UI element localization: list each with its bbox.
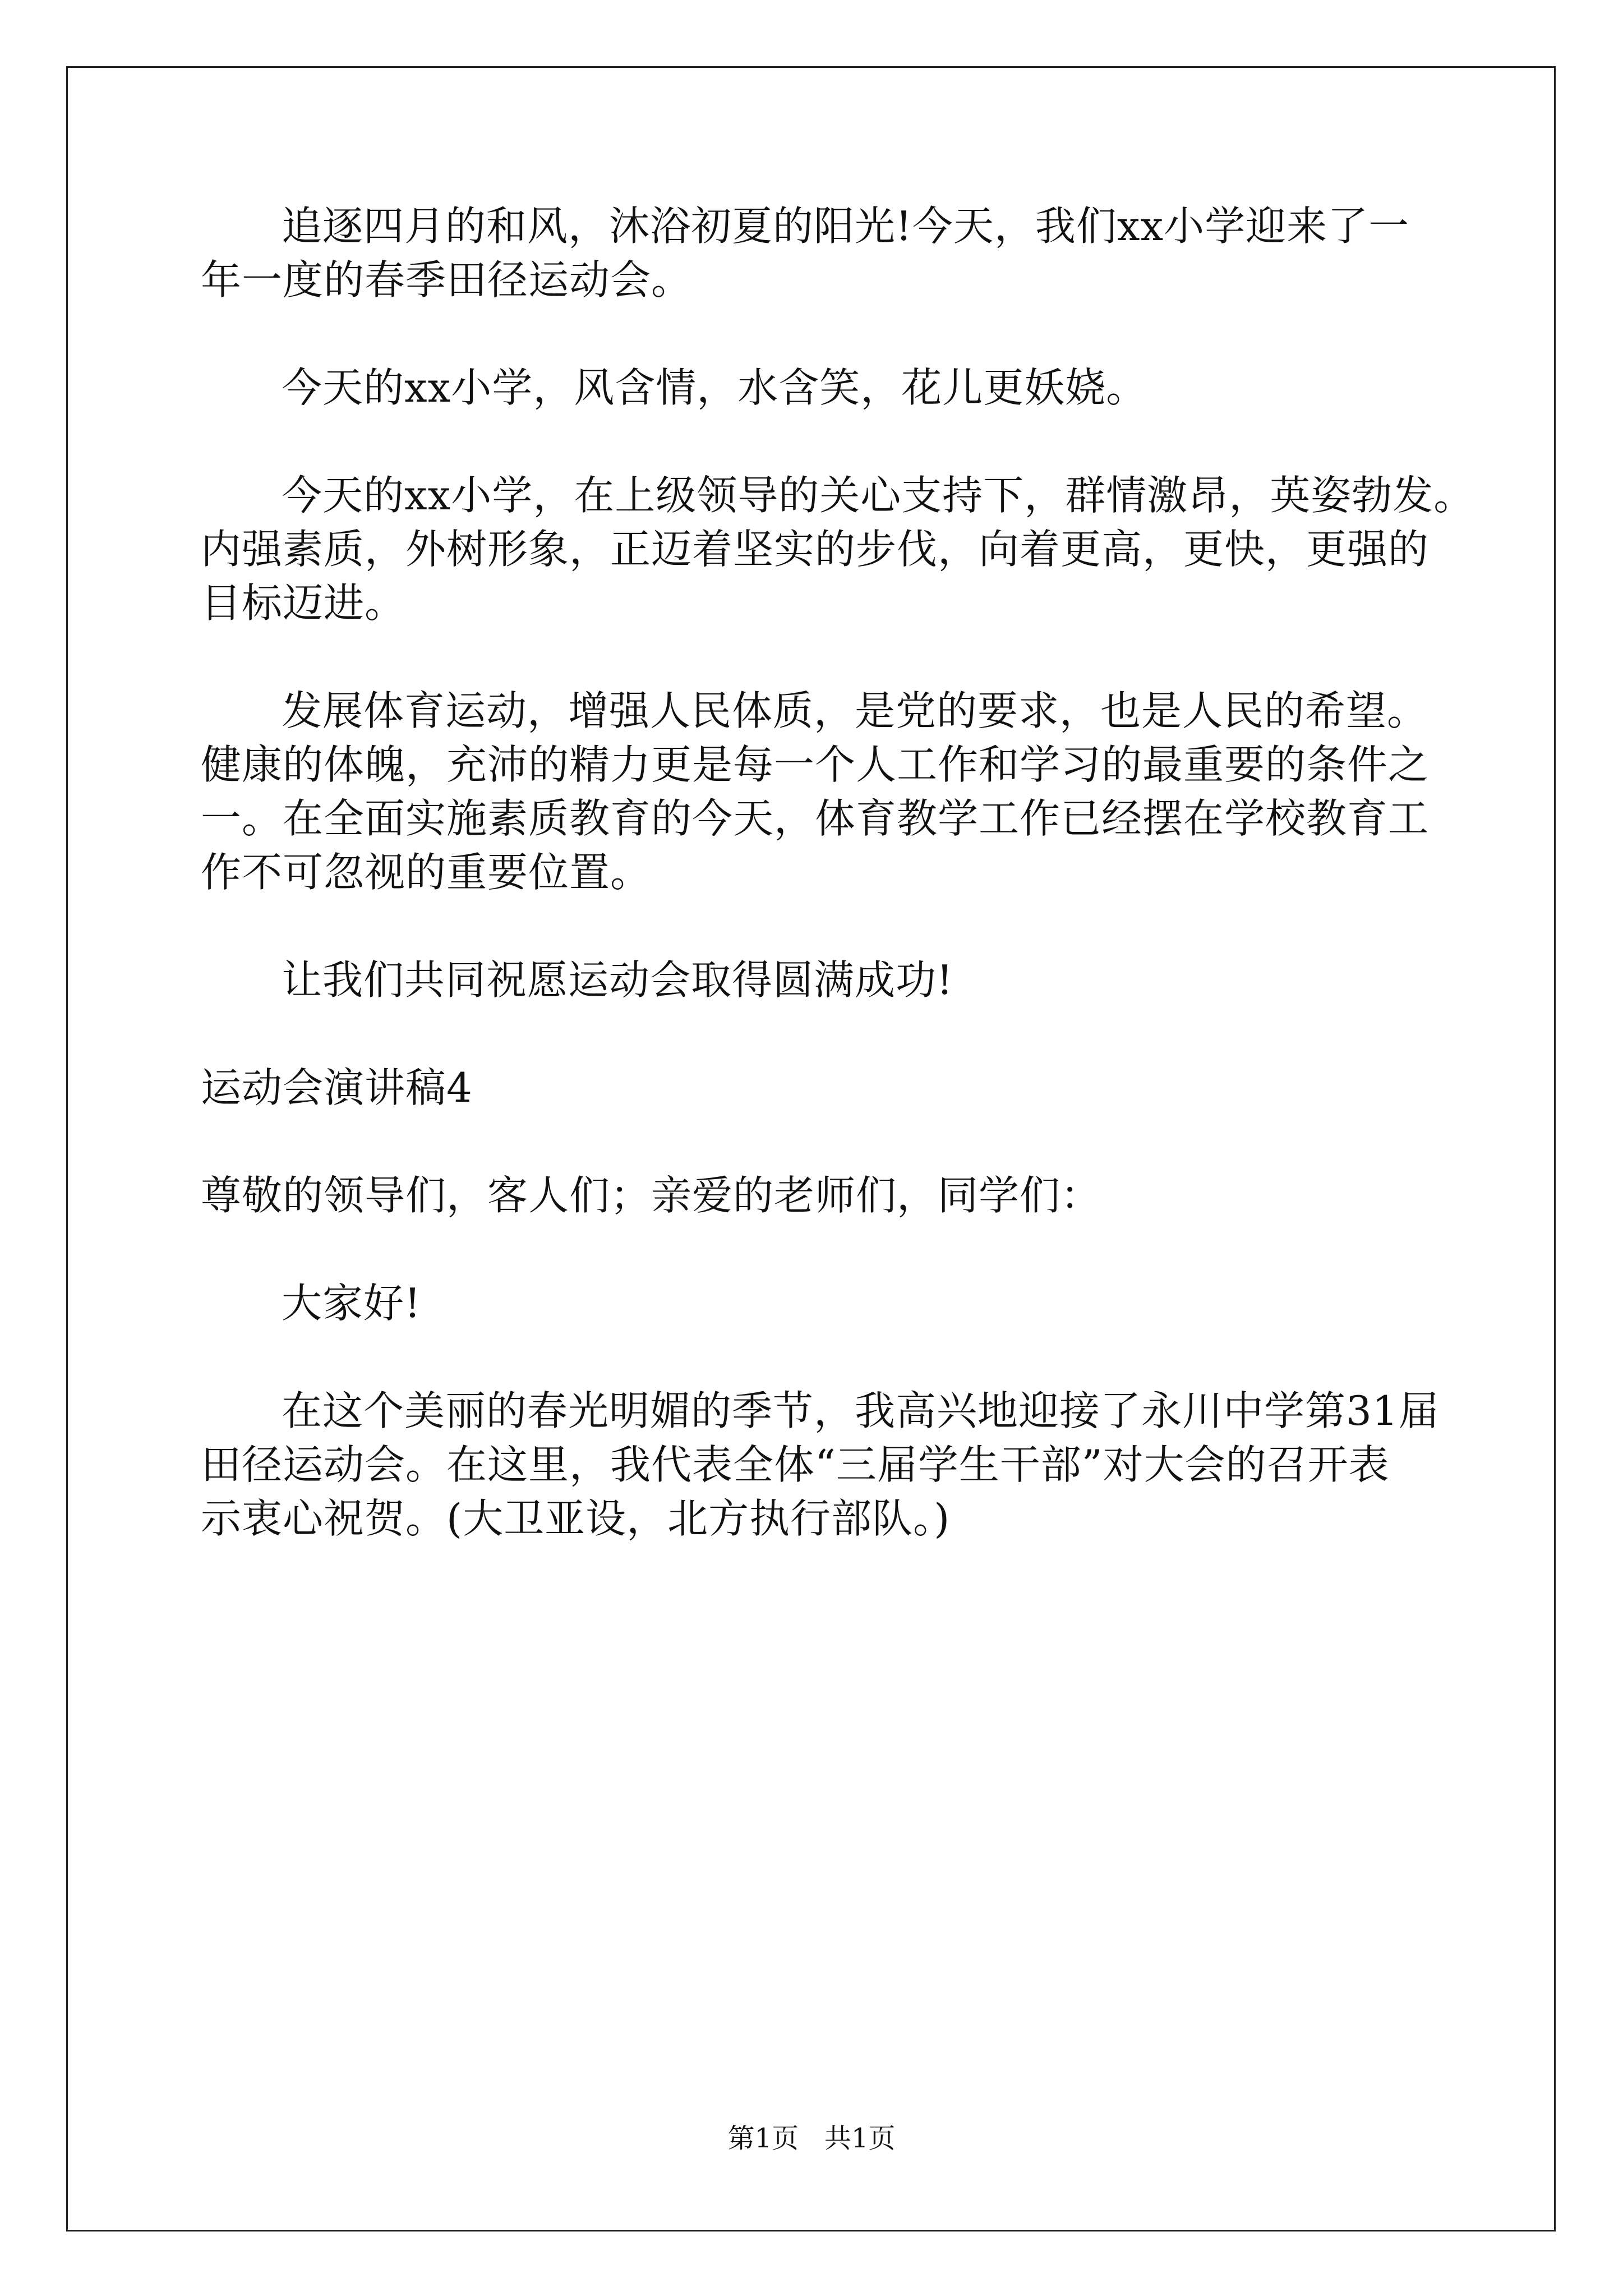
text-line: 示衷心祝贺。(大卫亚设，北方执行部队。) bbox=[201, 1495, 951, 1542]
text-line: 在这个美丽的春光明媚的季节，我高兴地迎接了永川中学第31届 bbox=[282, 1387, 1440, 1434]
text-line: 健康的体魄，充沛的精力更是每一个人工作和学习的最重要的条件之 bbox=[201, 741, 1430, 788]
text-line: 让我们共同祝愿运动会取得圆满成功! bbox=[282, 956, 953, 1004]
text-line: 追逐四月的和风，沐浴初夏的阳光!今天，我们xx小学迎来了一 bbox=[282, 203, 1410, 250]
section-heading: 运动会演讲稿4 bbox=[201, 1064, 473, 1111]
text-line: 今天的xx小学，在上级领导的关心支持下，群情激昂，英姿勃发。 bbox=[282, 472, 1475, 519]
text-line: 目标迈进。 bbox=[201, 579, 406, 627]
salutation: 尊敬的领导们，客人们；亲爱的老师们，同学们： bbox=[201, 1172, 1102, 1219]
text-line: 内强素质，外树形象，正迈着坚实的步伐，向着更高，更快，更强的 bbox=[201, 526, 1430, 573]
text-line: 一。在全面实施素质教育的今天，体育教学工作已经摆在学校教育工 bbox=[201, 795, 1430, 842]
text-line: 今天的xx小学，风含情，水含笑，花儿更妖娆。 bbox=[282, 364, 1147, 411]
page-number-footer: 第1页 共1页 bbox=[727, 2123, 896, 2154]
text-line: 发展体育运动，增强人民体质，是党的要求，也是人民的希望。 bbox=[282, 687, 1428, 734]
text-line: 年一度的春季田径运动会。 bbox=[201, 256, 693, 303]
greeting: 大家好! bbox=[282, 1280, 421, 1327]
text-line: 田径运动会。在这里，我代表全体“三届学生干部”对大会的召开表 bbox=[201, 1441, 1390, 1488]
document-body bbox=[201, 199, 1475, 1545]
text-line: 作不可忽视的重要位置。 bbox=[201, 849, 652, 896]
